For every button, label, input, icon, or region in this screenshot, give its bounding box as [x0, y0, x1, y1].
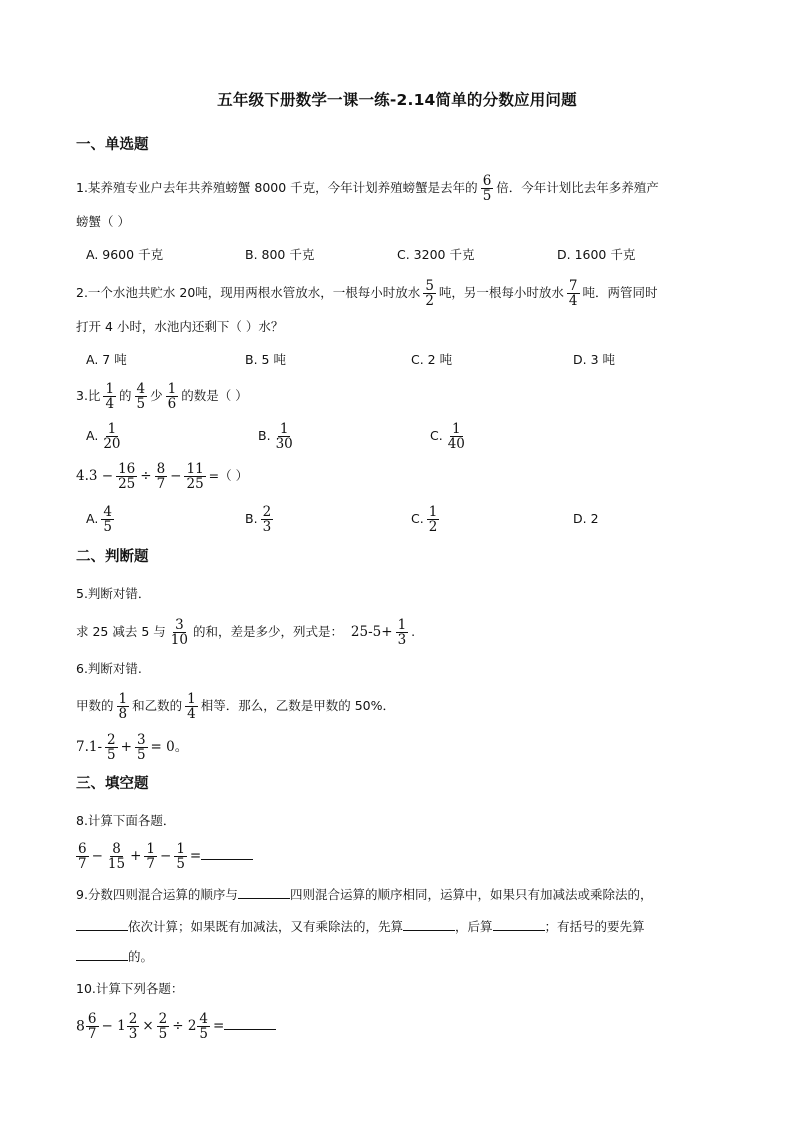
- q7-fraction-1: $\frac{2}{5}$: [107, 732, 116, 764]
- q3-fraction-1: $\frac{1}{4}$: [105, 381, 115, 413]
- q4-option-b[interactable]: B. $\frac{2}{3}$: [245, 504, 272, 536]
- q4-op-1: ÷: [140, 468, 152, 485]
- section-heading-single-choice: 一、单选题: [76, 137, 149, 153]
- q4-option-a[interactable]: A. $\frac{4}{5}$: [86, 504, 112, 536]
- q8-fraction-2: $\frac{8}{15}$: [107, 841, 126, 873]
- q8-fraction-4: $\frac{1}{5}$: [176, 841, 185, 873]
- q10-answer-blank[interactable]: [224, 1015, 276, 1030]
- q10-fraction-2: $\frac{2}{3}$: [128, 1011, 138, 1043]
- q4-option-d[interactable]: D. 2: [573, 511, 599, 526]
- q1-text-b: 倍．今年计划比去年多养殖产: [496, 180, 659, 196]
- question-10-line-1: 10.计算下列各题：: [76, 981, 184, 996]
- q7-op: +: [120, 739, 132, 756]
- question-2-line-1: [76, 279, 658, 308]
- q5-text-b: 的和，差是多少，列式是：: [192, 624, 343, 640]
- q8-fraction-3: $\frac{1}{7}$: [146, 841, 155, 873]
- q10-fraction-1: $\frac{6}{7}$: [87, 1011, 97, 1043]
- q1-option-d[interactable]: D. 1600 千克: [557, 247, 636, 262]
- question-2-line-2: 打开 4 小时，水池内还剩下（ ）水？: [76, 319, 284, 334]
- q5-fraction: $\frac{3}{10}$: [170, 617, 188, 649]
- q6-text-b: 和乙数的: [132, 698, 183, 714]
- question-1-line-1: [76, 174, 659, 203]
- q2-fraction-1: $\frac{5}{2}$: [425, 278, 434, 310]
- q3-prefix: 3.比: [76, 388, 101, 404]
- q1-fraction: $\frac{6}{5}$: [482, 173, 492, 205]
- question-9-line-3: 的。: [76, 946, 153, 966]
- q1-text-a: 1.某养殖专业户去年共养殖螃蟹 8000 千克，今年计划养殖螃蟹是去年的: [76, 180, 478, 196]
- q5-text-a: 求 25 减去 5 与: [76, 624, 166, 640]
- question-8-expression: $\frac{6}{7}$ − $\frac{8}{15}$ + $\frac{1}{7}$ − $\frac{1}{5}$ =: [76, 842, 253, 871]
- q1-option-a[interactable]: A. 9600 千克: [86, 247, 164, 262]
- q4-option-c[interactable]: C. $\frac{1}{2}$: [411, 504, 438, 536]
- q10-fraction-4: $\frac{4}{5}$: [199, 1011, 209, 1043]
- q4-fraction-1: $\frac{16}{25}$: [118, 461, 136, 493]
- q7-fraction-2: $\frac{3}{5}$: [136, 732, 146, 764]
- question-4: [76, 462, 248, 491]
- question-7: [76, 733, 188, 762]
- q9-blank-2[interactable]: [76, 916, 128, 931]
- q3-mid-2: 少: [150, 388, 163, 404]
- q9-blank-5[interactable]: [76, 946, 128, 961]
- q6-fraction-2: $\frac{1}{4}$: [187, 691, 196, 723]
- q6-text-a: 甲数的: [76, 698, 114, 714]
- q2-fraction-2: $\frac{7}{4}$: [568, 278, 578, 310]
- q3-suffix: 的数是（ ）: [181, 388, 248, 404]
- q4-fraction-2: $\frac{8}{7}$: [156, 461, 166, 493]
- q3-option-b[interactable]: B. $\frac{1}{30}$: [258, 421, 293, 453]
- question-8-line-1: 8.计算下面各题．: [76, 813, 176, 828]
- q2-option-d[interactable]: D. 3 吨: [573, 352, 615, 367]
- q9-blank-1[interactable]: [238, 884, 290, 899]
- q1-option-c[interactable]: C. 3200 千克: [397, 247, 475, 262]
- q5-fraction-2: $\frac{1}{3}$: [397, 617, 407, 649]
- question-9-line-1: 9.分数四则混合运算的顺序与 四则混合运算的顺序相同，运算中，如果只有加减法或乘除法的，: [76, 884, 652, 904]
- q2-option-c[interactable]: C. 2 吨: [411, 352, 453, 367]
- q3-fraction-3: $\frac{1}{6}$: [167, 381, 177, 413]
- question-10-expression: 8 $\frac{6}{7}$ − 1 $\frac{2}{3}$ × $\frac{2}{5}$ ÷ 2 $\frac{4}{5}$ =: [76, 1012, 276, 1041]
- question-1-line-2: 螃蟹（ ）: [76, 214, 130, 229]
- q8-answer-blank[interactable]: [201, 845, 253, 860]
- section-heading-true-false: 二、判断题: [76, 549, 149, 565]
- q1-option-b[interactable]: B. 800 千克: [245, 247, 315, 262]
- question-5-line-1: 5.判断对错．: [76, 586, 151, 601]
- q7-prefix: 7.1-: [76, 739, 103, 756]
- q9-blank-3[interactable]: [403, 916, 455, 931]
- q7-suffix: = 0。: [150, 739, 189, 756]
- q5-end: .: [411, 624, 416, 640]
- q2-text-a: 2.一个水池共贮水 20吨，现用两根水管放水，一根每小时放水: [76, 285, 421, 301]
- q6-text-c: 相等．那么，乙数是甲数的 50%．: [200, 698, 395, 714]
- q4-op-2: −: [170, 468, 182, 485]
- q2-option-a[interactable]: A. 7 吨: [86, 352, 127, 367]
- question-9-line-2: 依次计算；如果既有加减法，又有乘除法的，先算 ，后算 ；有括号的要先算: [76, 916, 645, 936]
- q3-fraction-2: $\frac{4}{5}$: [136, 381, 146, 413]
- q4-fraction-3: $\frac{11}{25}$: [186, 461, 204, 493]
- q5-expression: 25-5+: [350, 624, 393, 641]
- q6-fraction-1: $\frac{1}{8}$: [118, 691, 128, 723]
- q4-suffix: =（ ）: [208, 468, 249, 484]
- q3-option-a[interactable]: A. $\frac{1}{20}$: [86, 421, 121, 453]
- question-3: [76, 382, 248, 411]
- q8-fraction-1: $\frac{6}{7}$: [78, 841, 87, 873]
- q2-text-c: 吨．两管同时: [582, 285, 658, 301]
- q3-mid-1: 的: [119, 388, 132, 404]
- q3-option-c[interactable]: C. $\frac{1}{40}$: [430, 421, 465, 453]
- q2-text-b: 吨，另一根每小时放水: [438, 285, 564, 301]
- page-title: 五年级下册数学一课一练-2.14简单的分数应用问题: [217, 91, 577, 109]
- q2-option-b[interactable]: B. 5 吨: [245, 352, 286, 367]
- question-6-line-1: 6.判断对错.: [76, 661, 142, 676]
- q4-prefix: 4.3 −: [76, 468, 114, 485]
- question-5-line-2: [76, 618, 415, 647]
- question-6-line-2: [76, 692, 395, 721]
- q9-blank-4[interactable]: [493, 916, 545, 931]
- q10-fraction-3: $\frac{2}{5}$: [158, 1011, 168, 1043]
- section-heading-fill-in: 三、填空题: [76, 776, 149, 792]
